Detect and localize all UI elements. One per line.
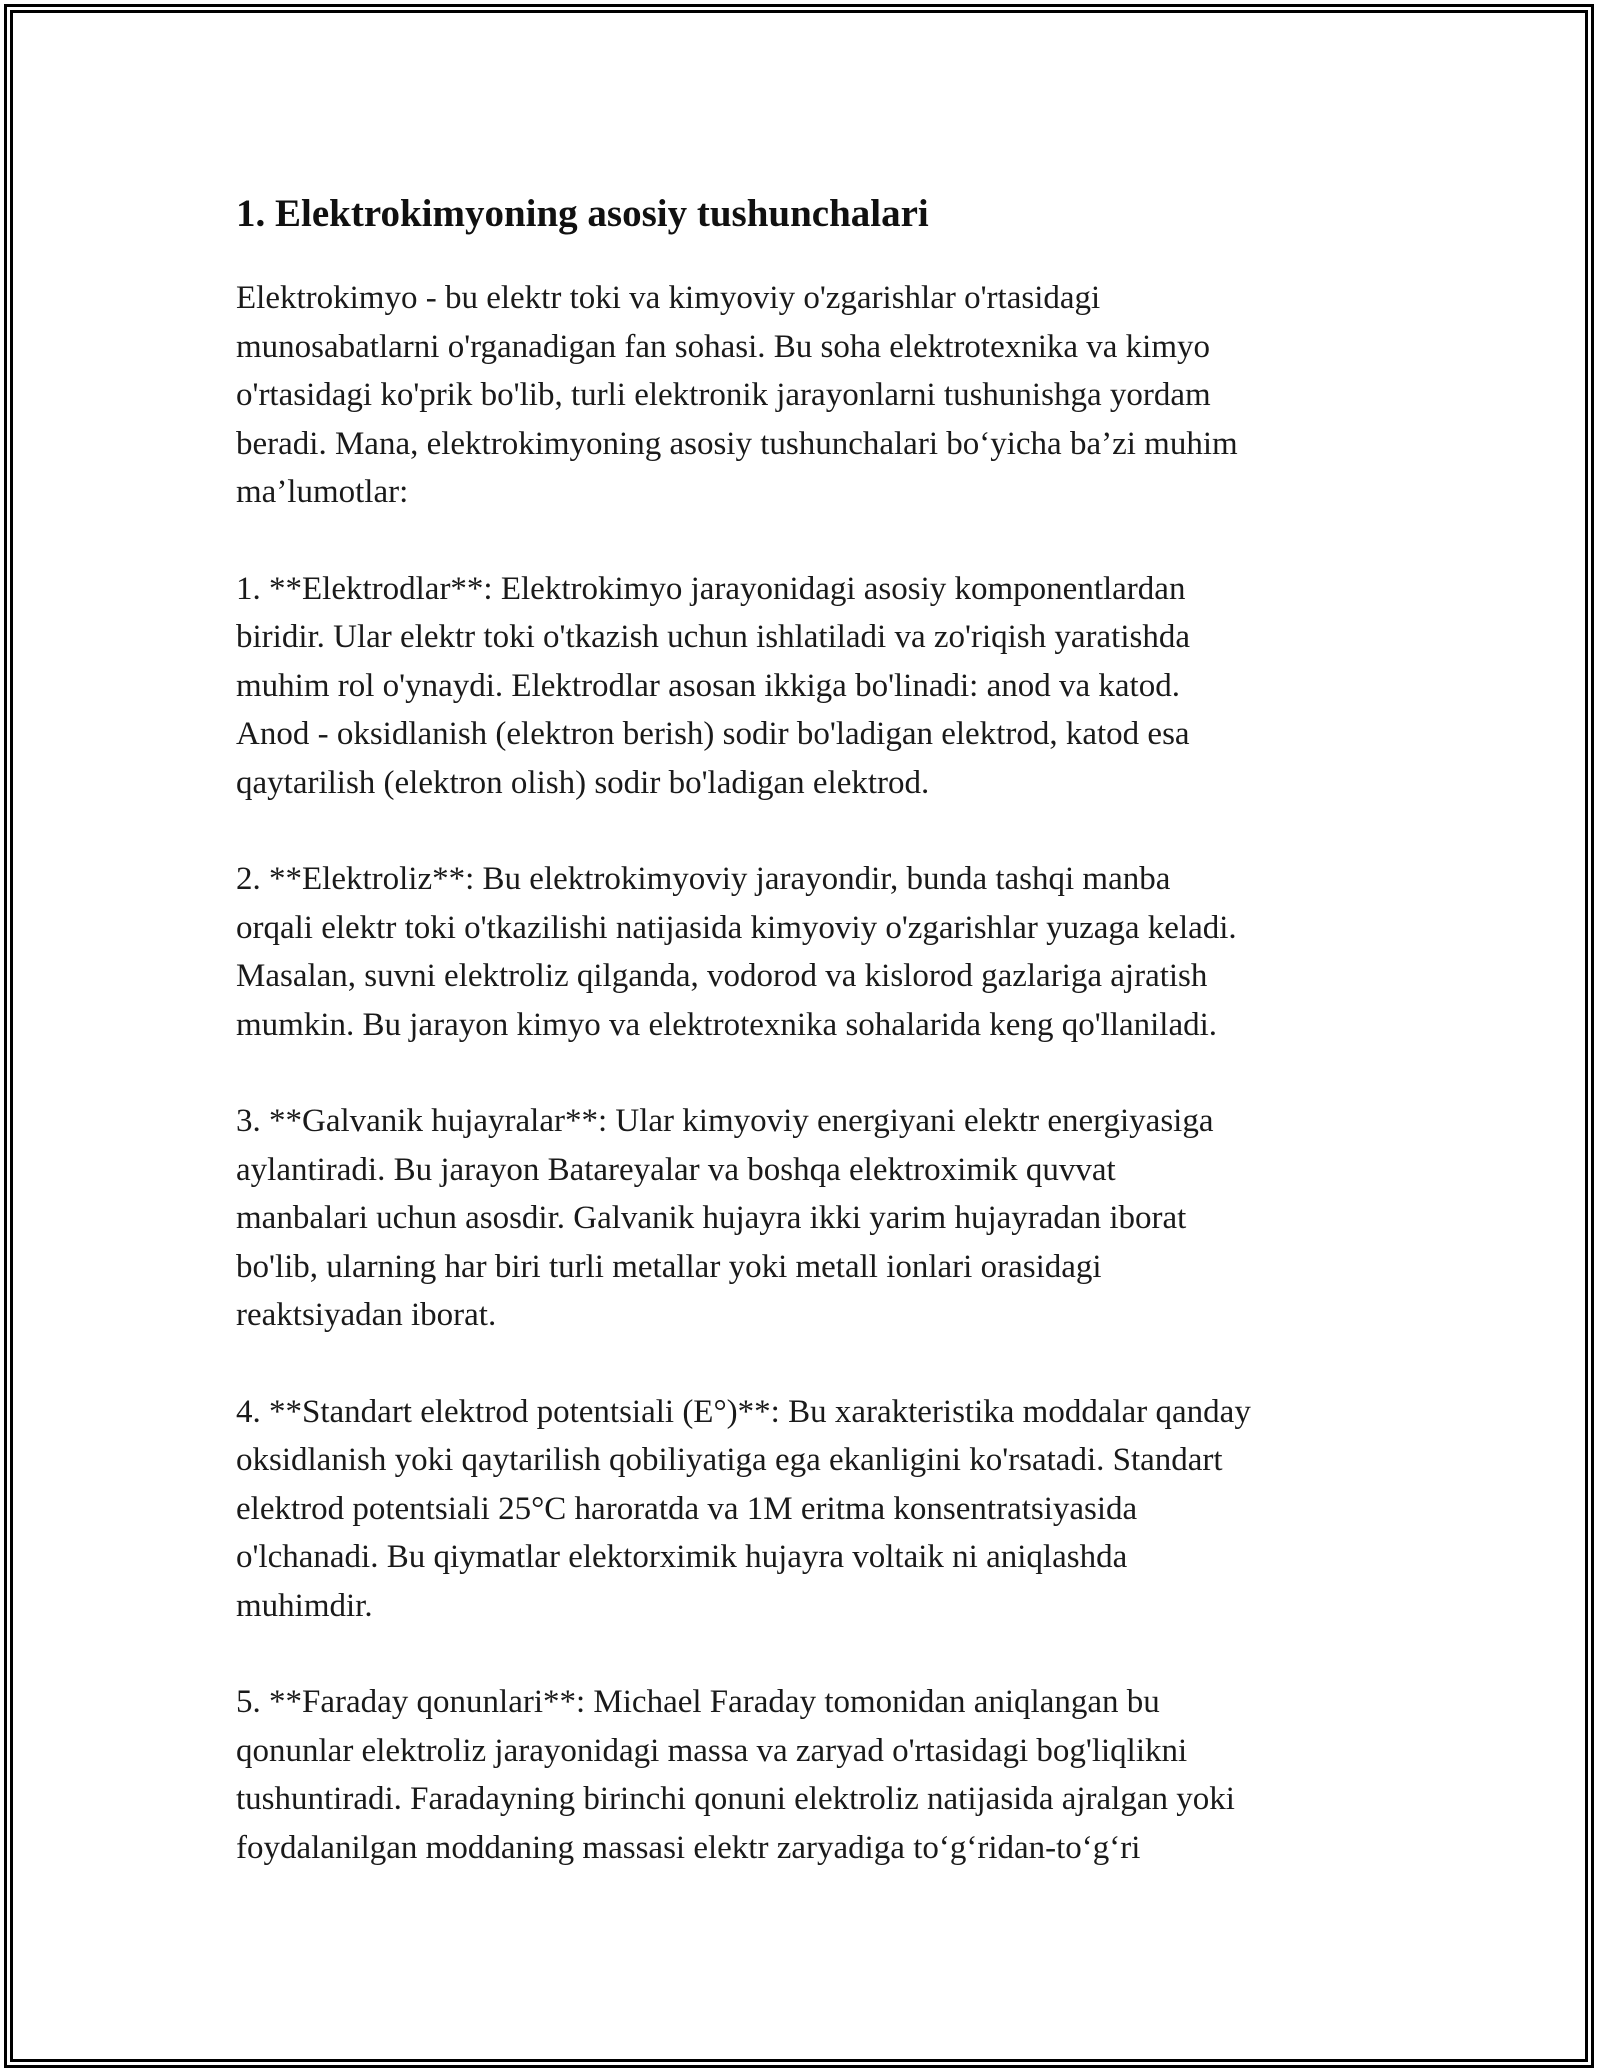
- paragraph-faraday-qonunlari: 5. **Faraday qonunlari**: Michael Faraday tomonidan aniqlangan bu qonunlar elektroliz jarayonidagi massa va zaryad o'rtasidagi bog'liqlikni tushuntiradi. Faradayning birinchi qonuni elektroliz natijasida ajralgan yoki foydalanilgan moddaning massasi elektr zaryadiga to‘g‘ridan-to‘g‘ri: [236, 1684, 1235, 1866]
- paragraph-elektrodlar: 1. **Elektrodlar**: Elektrokimyo jarayonidagi asosiy komponentlardan biridir. Ular elektr toki o'tkazish uchun ishlatiladi va zo'riqish yaratishda muhim rol o'ynaydi. Elektrodlar asosan ikkiga bo'linadi: anod va katod. Anod - oksidlanish (elektron berish) sodir bo'ladigan elektrod, katod esa qaytarilish (elektron olish) sodir bo'ladigan elektrod.: [236, 570, 1190, 801]
- paragraph-standart-elektrod-potentsiali: 4. **Standart elektrod potentsiali (E°)**: Bu xarakteristika moddalar qanday oksidlanish yoki qaytarilish qobiliyatiga ega ekanligini ko'rsatadi. Standart elektrod potentsiali 25°C haroratda va 1M eritma konsentratsiyasida o'lchanadi. Bu qiymatlar elektorximik hujayra voltaik ni aniqlashda muhimdir.: [236, 1393, 1251, 1624]
- paragraph-galvanik-hujayralar: 3. **Galvanik hujayralar**: Ular kimyoviy energiyani elektr energiyasiga aylantiradi. Bu jarayon Batareyalar va boshqa elektroximik quvvat manbalari uchun asosdir. Galvanik hujayra ikki yarim hujayradan iborat bo'lib, ularning har biri turli metallar yoki metall ionlari orasidagi reaktsiyadan iborat.: [236, 1103, 1214, 1333]
- document-body: [236, 186, 1386, 1872]
- paragraph-elektroliz: 2. **Elektroliz**: Bu elektrokimyoviy jarayondir, bunda tashqi manba orqali elektr toki o'tkazilishi natijasida kimyoviy o'zgarishlar yuzaga keladi. Masalan, suvni elektroliz qilganda, vodorod va kislorod gazlariga ajratish mumkin. Bu jarayon kimyo va elektrotexnika sohalarida keng qo'llaniladi.: [236, 861, 1237, 1043]
- section-heading: 1. Elektrokimyoning asosiy tushunchalari: [236, 192, 929, 235]
- intro-paragraph: Elektrokimyo - bu elektr toki va kimyoviy o'zgarishlar o'rtasidagi munosabatlarni o'rganadigan fan sohasi. Bu soha elektrotexnika va kimyo o'rtasidagi ko'prik bo'lib, turli elektronik jarayonlarni tushunishga yordam beradi. Mana, elektrokimyoning asosiy tushunchalari bo‘yicha ba’zi muhim ma’lumotlar:: [236, 280, 1238, 510]
